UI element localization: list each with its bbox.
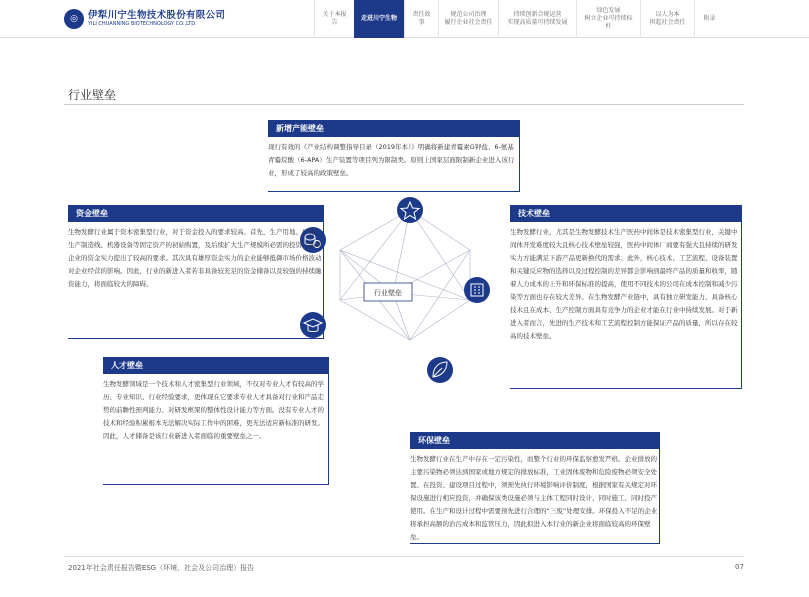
- section-text-new-capacity: 现行有效的《产业结构调整指导目录（2019年本）》明确将新建青霉素G钾盐、6-氨基青霉烷酸（6-APA）生产装置等项目列为限制类。原则上国家层面限制新企业进入该行业，形成了较高的政策壁垒。: [268, 143, 515, 177]
- nav-item-about-company[interactable]: 走进川宁生物: [354, 0, 404, 38]
- nav-item-green[interactable]: 绿色发展 树立企业可持续标杆: [576, 0, 640, 38]
- company-logo[interactable]: [64, 9, 225, 29]
- nav-item-appendix[interactable]: 附录: [694, 0, 724, 38]
- section-text-capital: 生物发酵行业属于资本密集型行业，对于资金投入的要求较高。首先，生产用地、厂房、生产制造线、机器设备等固定资产的初始购置，及后续扩大生产规模所必需的投资，都对企业的资金实力提出了较高的要求。其次具有雄厚资金实力的企业能够抵御市场价格波动对企业经营的影响。因此，行业的新进入者若非具备较充足的资金储备以及较强的持续融资能力，将面临较大的障碍。: [68, 228, 322, 288]
- center-label: 行业壁垒: [374, 289, 402, 297]
- footer-divider: [64, 556, 744, 557]
- section-text-talent: 生物发酵领域是一个技术和人才密集型行业领域，不仅对专业人才有较高的学历、专业知识、行业经验要求，更体现在它要求专业人才具备对行业和产品走势的前瞻性预判能力、对研发框架的整体性设计能力等方面。没有专业人才的技术和经验积累根本无法解决实际工作中的困难，更无法适应新标准的研发。因此，人才储备是该行业新进入者面临的重要壁垒之一。: [103, 380, 324, 440]
- section-frame-new-capacity: [268, 120, 520, 192]
- page-title: 行业壁垒: [68, 88, 117, 102]
- nav-item-people[interactable]: 以人为本 担起社会责任: [640, 0, 694, 38]
- top-nav: [314, 0, 724, 38]
- nav-item-about-report[interactable]: 关于本报告: [314, 0, 354, 38]
- leaf-icon: [427, 357, 453, 383]
- title-divider: [64, 104, 744, 105]
- logo-icon: ◎: [64, 9, 84, 29]
- logo-cn: 伊犁川宁生物技术股份有限公司: [88, 10, 226, 21]
- nav-item-stories[interactable]: 责任故事: [404, 0, 438, 38]
- section-title-capital: 资金壁垒: [68, 205, 324, 222]
- section-title-talent: 人才壁垒: [103, 357, 329, 374]
- section-title-tech: 技术壁垒: [510, 205, 742, 222]
- header: [0, 0, 809, 38]
- footer-report-name: 2021年社会责任报告暨ESG（环境、社会及公司治理）报告: [68, 564, 255, 572]
- section-text-tech: 生物发酵行业，尤其是生物发酵技术生产医药中间体是技术密集型行业，关键中间体开发难度较大且核心技术壁垒较强，医药中间体厂商要有强大且持续的研发实力方能满足下游产品更新换代的需求；此外，核心技术、工艺流程、设备装置和关键反应物的选择以及过程控制的差异都会影响到最终产品的质量和收率，随着人力成本的上升和环保标准的提高，使用不同技术的公司在成本控制和减少污染等方面也存在较大差异。在生物发酵产业链中，具有独立研发能力、具备核心技术且在成本、生产控制方面具有竞争力的企业才能在行业中持续发展。对于新进入者而言，先进的生产技术和工艺流程控制方能保证产品的质量，所以存在较高的技术壁垒。: [510, 228, 738, 340]
- nav-item-governance[interactable]: 规范公司治理 履行企业社会责任: [438, 0, 498, 38]
- section-title-env: 环保壁垒: [410, 432, 660, 449]
- section-text-env: 生物发酵行业在生产中存在一定污染性，而整个行业的环保监察愈发严格。企业排放的主要污染物必须达到国家或地方规定的排放标准，工业固体废物和危险废物必须安全处置。在投资、建设项目过程中，须预先执行环境影响评价制度，根据国家有关规定对环保设施进行相应投资，并确保该类设施必须与主体工程同时设计、同时施工、同时投产使用。在生产和设计过程中需要预先进行合理的“三废”处理安排。环保投入不足的企业将承担高额的治污成本和监管压力，因此拟进入本行业的新企业将面临较高的环保壁垒。: [410, 455, 658, 541]
- section-frame-capital: [68, 205, 324, 339]
- building-icon: [464, 277, 490, 303]
- page-number: 07: [735, 563, 744, 571]
- section-title-new-capacity: 新增产能壁垒: [268, 120, 520, 137]
- star-icon: [397, 197, 423, 223]
- section-frame-tech: [510, 205, 742, 389]
- nav-item-innovation[interactable]: 持续创新合规运营 实现高质量可持续发展: [498, 0, 576, 38]
- section-frame-env: [410, 432, 660, 544]
- section-frame-talent: [103, 357, 329, 485]
- logo-en: YILI CHUANNING BIOTECHNOLOGY CO.,LTD.: [88, 21, 197, 27]
